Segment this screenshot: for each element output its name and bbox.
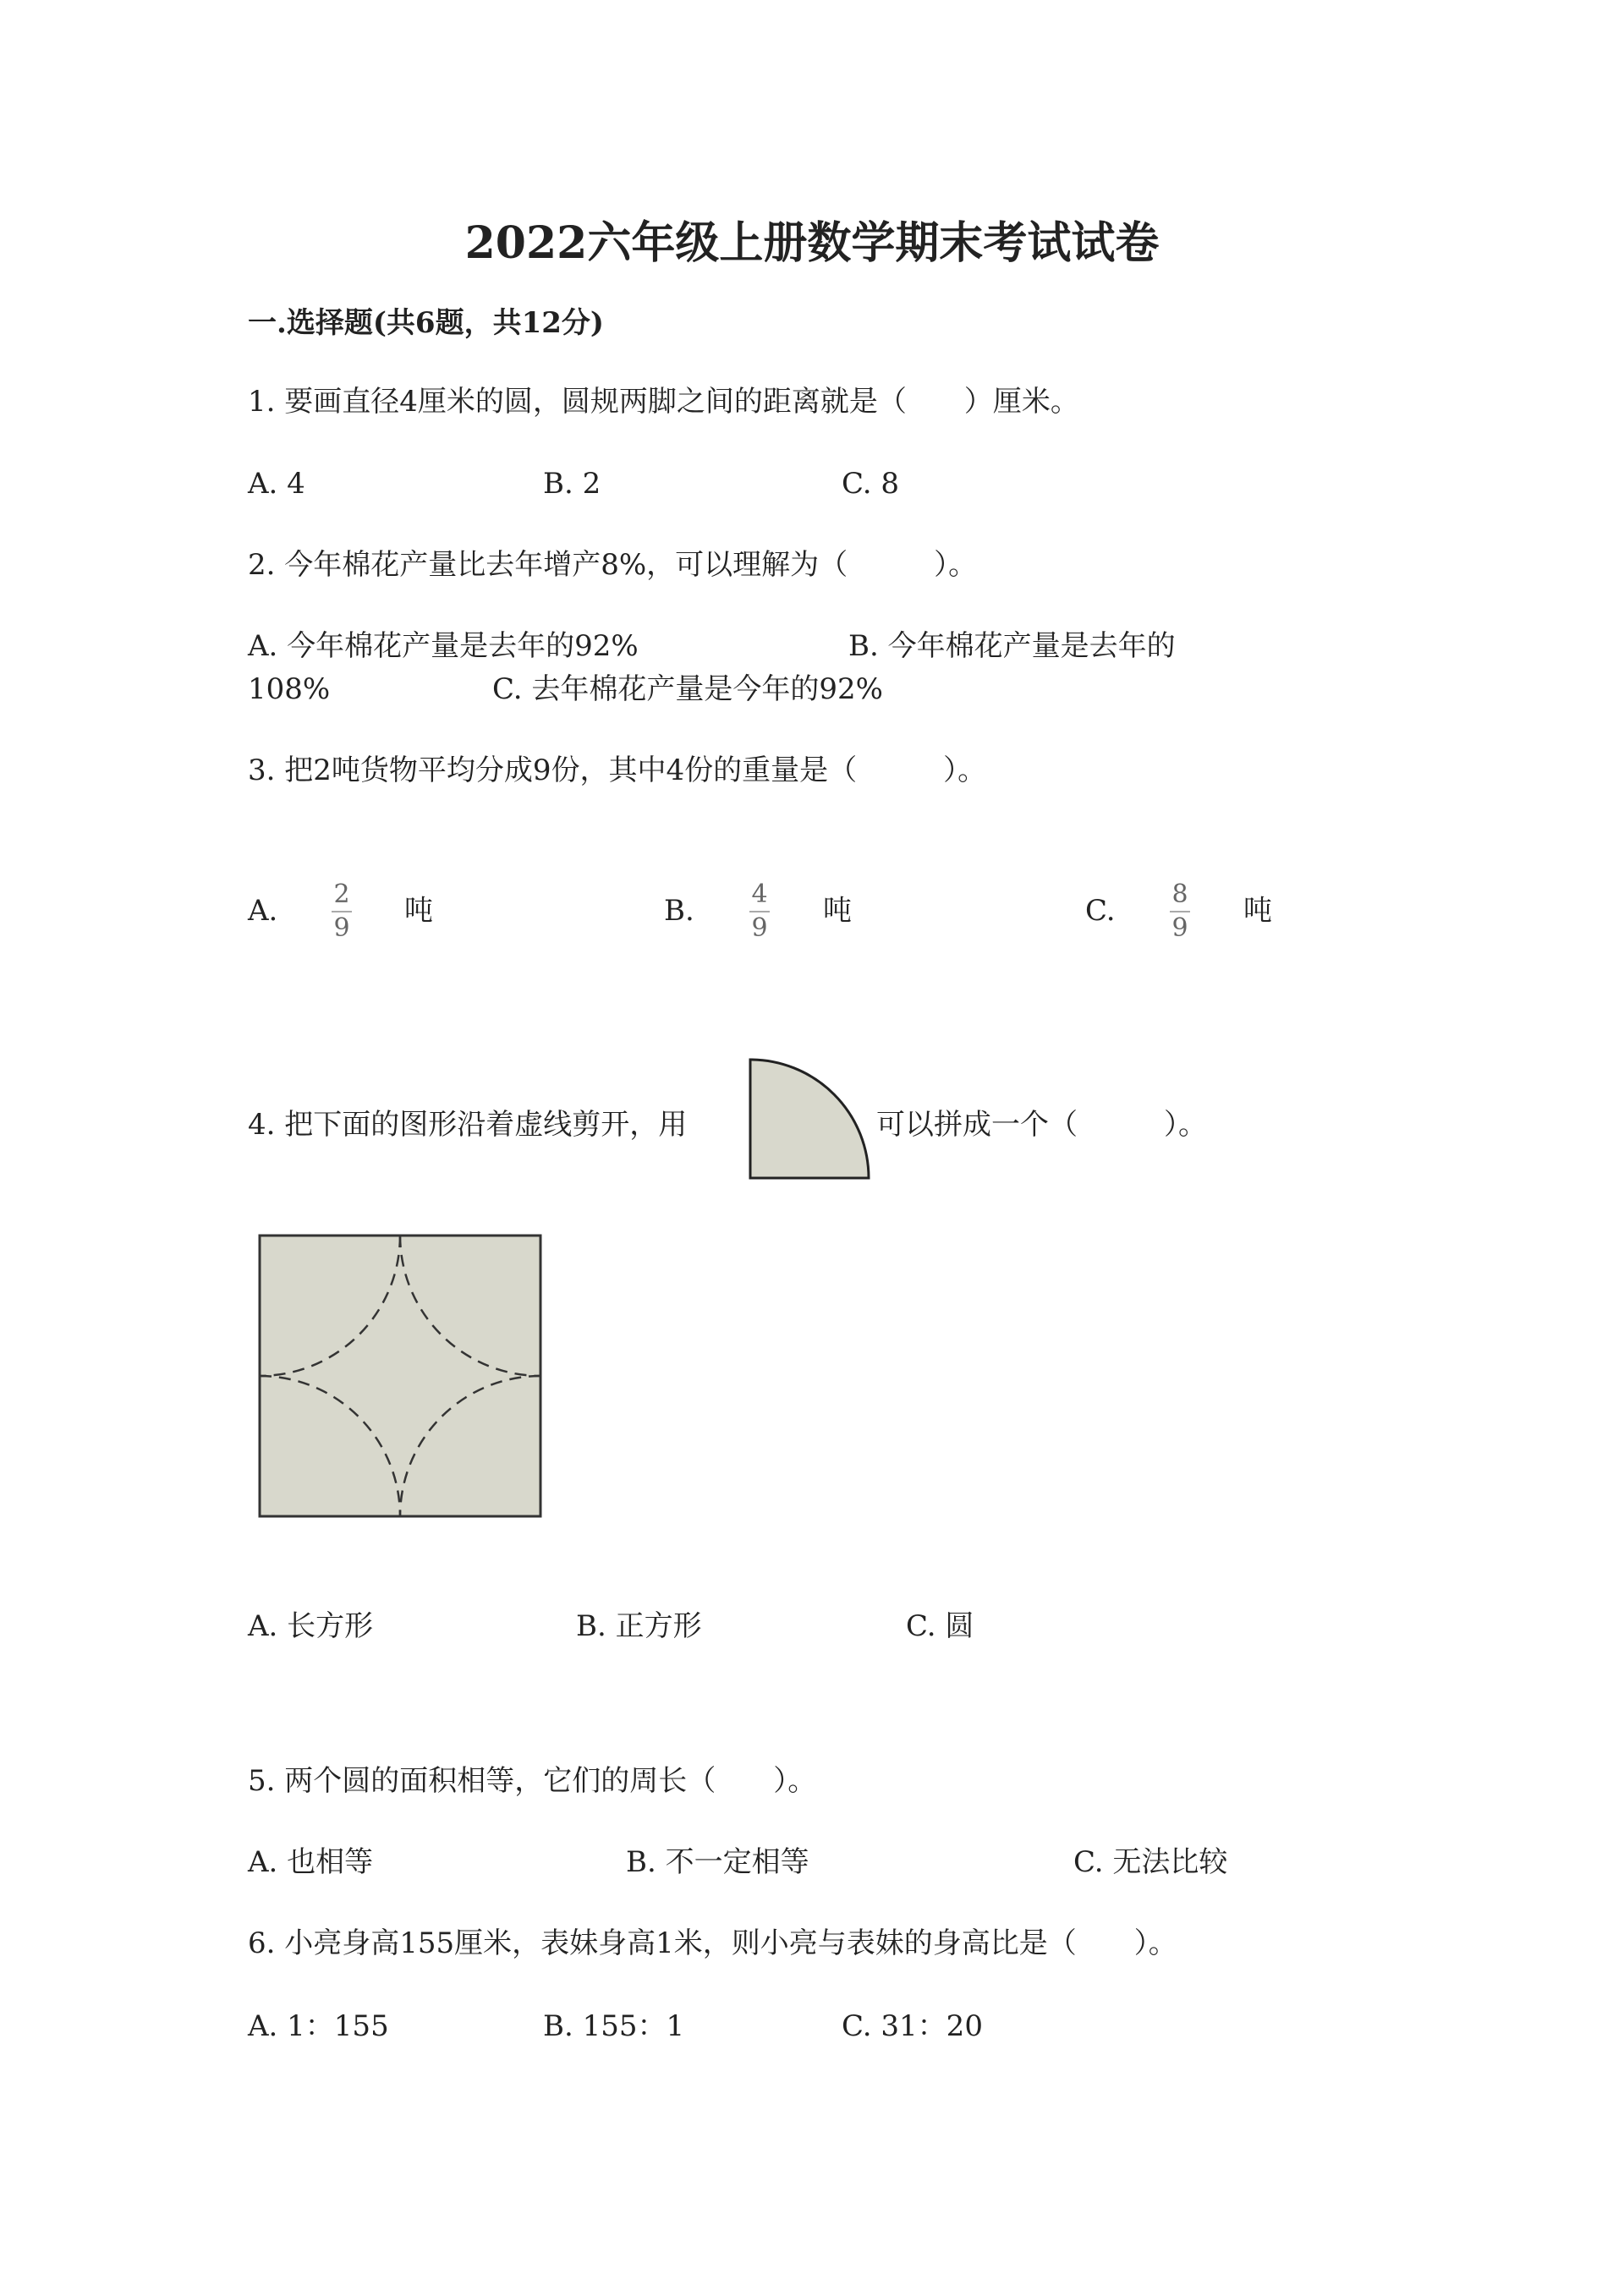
unit: 吨 bbox=[823, 894, 852, 928]
q3-option-b: B. bbox=[664, 894, 694, 928]
q1-option-b: B. 2 bbox=[543, 467, 601, 501]
q1-option-c: C. 8 bbox=[842, 467, 900, 501]
q2-option-a: A. 今年棉花产量是去年的92% bbox=[248, 629, 639, 663]
fraction-c bbox=[1170, 881, 1190, 941]
fraction-b bbox=[749, 881, 770, 941]
question-2: 2. 今年棉花产量比去年增产8%，可以理解为（ ）。 bbox=[248, 548, 978, 582]
q5-option-b: B. 不一定相等 bbox=[626, 1845, 809, 1879]
q5-option-c: C. 无法比较 bbox=[1073, 1845, 1228, 1879]
q6-option-c: C. 31：20 bbox=[842, 2009, 983, 2043]
q1-option-a: A. 4 bbox=[248, 467, 305, 501]
fraction-a bbox=[332, 881, 352, 941]
numerator: 8 bbox=[1171, 879, 1188, 909]
unit: 吨 bbox=[1243, 894, 1272, 928]
q2-option-c: C. 去年棉花产量是今年的92% bbox=[492, 672, 883, 706]
question-6: 6. 小亮身高155厘米，表妹身高1米，则小亮与表妹的身高比是（ ）。 bbox=[248, 1926, 1177, 1960]
question-4-part1: 4. 把下面的图形沿着虚线剪开，用 bbox=[248, 1108, 688, 1142]
numerator: 2 bbox=[333, 879, 350, 909]
question-1: 1. 要画直径4厘米的圆，圆规两脚之间的距离就是（ ）厘米。 bbox=[248, 385, 1079, 419]
q5-option-a: A. 也相等 bbox=[248, 1845, 374, 1879]
q2-option-b: B. 今年棉花产量是去年的 bbox=[848, 629, 1176, 663]
fraction-bar bbox=[332, 911, 352, 912]
unit: 吨 bbox=[404, 894, 433, 928]
page-title: 2022六年级上册数学期末考试试卷 bbox=[464, 217, 1160, 269]
section-heading: 一.选择题(共6题，共12分) bbox=[248, 306, 604, 340]
question-3: 3. 把2吨货物平均分成9份，其中4份的重量是（ ）。 bbox=[248, 753, 987, 787]
q3-option-c: C. bbox=[1085, 894, 1116, 928]
q6-option-b: B. 155：1 bbox=[543, 2009, 685, 2043]
numerator: 4 bbox=[751, 879, 768, 909]
q2-option-b-cont: 108% bbox=[248, 672, 331, 706]
q6-option-a: A. 1：155 bbox=[248, 2009, 389, 2043]
q3-option-a: A. bbox=[248, 894, 278, 928]
q4-option-a: A. 长方形 bbox=[248, 1609, 374, 1643]
square-dashed-figure bbox=[258, 1234, 542, 1518]
fraction-bar bbox=[749, 911, 770, 912]
question-4-part2: 可以拼成一个（ ）。 bbox=[876, 1108, 1207, 1142]
denominator: 9 bbox=[333, 912, 350, 943]
denominator: 9 bbox=[1171, 912, 1188, 943]
q4-option-c: C. 圆 bbox=[906, 1609, 974, 1643]
fraction-bar bbox=[1170, 911, 1190, 912]
q4-option-b: B. 正方形 bbox=[576, 1609, 702, 1643]
question-5: 5. 两个圆的面积相等，它们的周长（ ）。 bbox=[248, 1764, 817, 1798]
denominator: 9 bbox=[751, 912, 768, 943]
quarter-circle-figure bbox=[748, 1057, 875, 1184]
